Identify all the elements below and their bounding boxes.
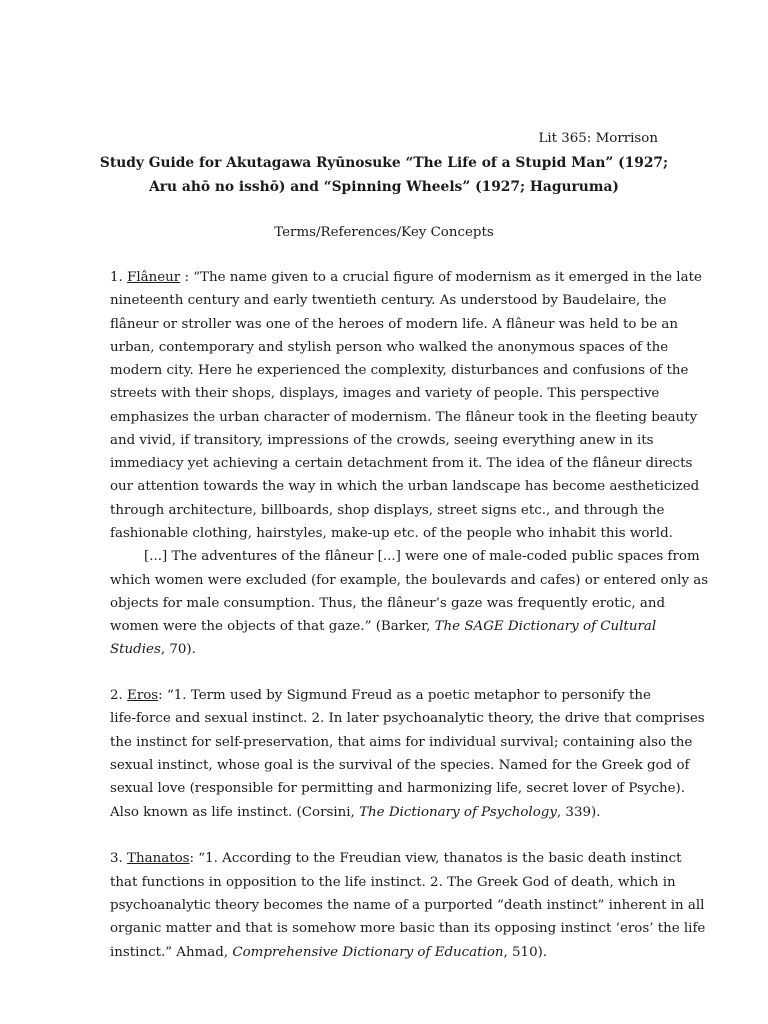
title-line-2: Aru ahō no isshō) and “Spinning Wheels” (1927; Haguruma)	[149, 179, 619, 195]
term-eros: Eros	[127, 688, 159, 703]
entry-line: organic matter and that is somehow more basic than its opposing instinct ‘eros’ the life	[110, 921, 706, 936]
entry-line: immediacy yet achieving a certain detachment from it. The idea of the flâneur directs	[110, 456, 693, 471]
entry-line: sexual love (responsible for permitting and harmonizing life, secret lover of Psyche).	[110, 781, 686, 796]
entry-line: [...] The adventures of the flâneur [...] were one of male-coded public spaces from	[110, 549, 700, 564]
citation-title: Comprehensive Dictionary of Education	[232, 945, 504, 960]
entry-line: sexual instinct, whose goal is the survival of the species. Named for the Greek god of	[110, 758, 690, 773]
section-heading: Terms/References/Key Concepts	[274, 225, 494, 240]
entry-line: and vivid, if transitory, impressions of the crowds, seeing everything anew in its	[110, 433, 654, 448]
title-line-1: Study Guide for Akutagawa Ryūnosuke “The Life of a Stupid Man” (1927;	[99, 155, 669, 171]
entry-number: 3.	[110, 851, 123, 866]
entry-line: which women were excluded (for example, the boulevards and cafes) or entered only as	[110, 573, 709, 588]
entry-line: Studies, 70).	[110, 642, 196, 657]
entry-line: psychoanalytic theory becomes the name of a purported “death instinct” inherent in all	[110, 898, 705, 913]
entry-line: through architecture, billboards, shop displays, street signs etc., and through the	[110, 503, 665, 518]
entry-line: modern city. Here he experienced the complexity, disturbances and confusions of the	[110, 363, 689, 378]
entry-line: emphasizes the urban character of modernism. The flâneur took in the fleeting beauty	[110, 410, 698, 425]
entry-line: streets with their shops, displays, images and variety of people. This perspective	[110, 386, 660, 401]
entry-line: 2. Eros: “1. Term used by Sigmund Freud as a poetic metaphor to personify the	[110, 688, 651, 703]
term-flaneur: Flâneur	[127, 270, 181, 285]
entry-line: objects for male consumption. Thus, the flâneur’s gaze was frequently erotic, and	[110, 596, 666, 611]
entry-line: instinct.” Ahmad, Comprehensive Dictionary of Education, 510).	[110, 945, 548, 960]
entry-line: that functions in opposition to the life instinct. 2. The Greek God of death, which in	[110, 875, 676, 890]
course-label: Lit 365: Morrison	[538, 131, 658, 146]
citation-title-cont: Studies	[110, 642, 161, 657]
entry-line: urban, contemporary and stylish person who walked the anonymous spaces of the	[110, 340, 669, 355]
entry-line: Also known as life instinct. (Corsini, The Dictionary of Psychology, 339).	[110, 805, 601, 820]
entry-number: 1.	[110, 270, 123, 285]
entry-line: 1. Flâneur : “The name given to a crucial figure of modernism as it emerged in the late	[110, 270, 702, 285]
entry-line: 3. Thanatos: “1. According to the Freudian view, thanatos is the basic death instinct	[110, 851, 682, 866]
citation-title: The SAGE Dictionary of Cultural	[434, 619, 657, 634]
citation-title: The Dictionary of Psychology	[359, 805, 557, 820]
entry-line: our attention towards the way in which the urban landscape has become aestheticized	[110, 479, 700, 494]
entry-line: fashionable clothing, hairstyles, make-up etc. of the people who inhabit this world.	[110, 526, 673, 541]
entry-number: 2.	[110, 688, 123, 703]
entry-line: women were the objects of that gaze.” (Barker, The SAGE Dictionary of Cultural	[110, 619, 657, 634]
term-thanatos: Thanatos	[127, 851, 190, 866]
entry-line: flâneur or stroller was one of the heroes of modern life. A flâneur was held to be an	[110, 317, 679, 332]
entry-line: life-force and sexual instinct. 2. In later psychoanalytic theory, the drive that comprises	[110, 711, 705, 726]
entry-line: the instinct for self-preservation, that aims for individual survival; containing also the	[110, 735, 693, 750]
entry-line: nineteenth century and early twentieth century. As understood by Baudelaire, the	[110, 293, 667, 308]
